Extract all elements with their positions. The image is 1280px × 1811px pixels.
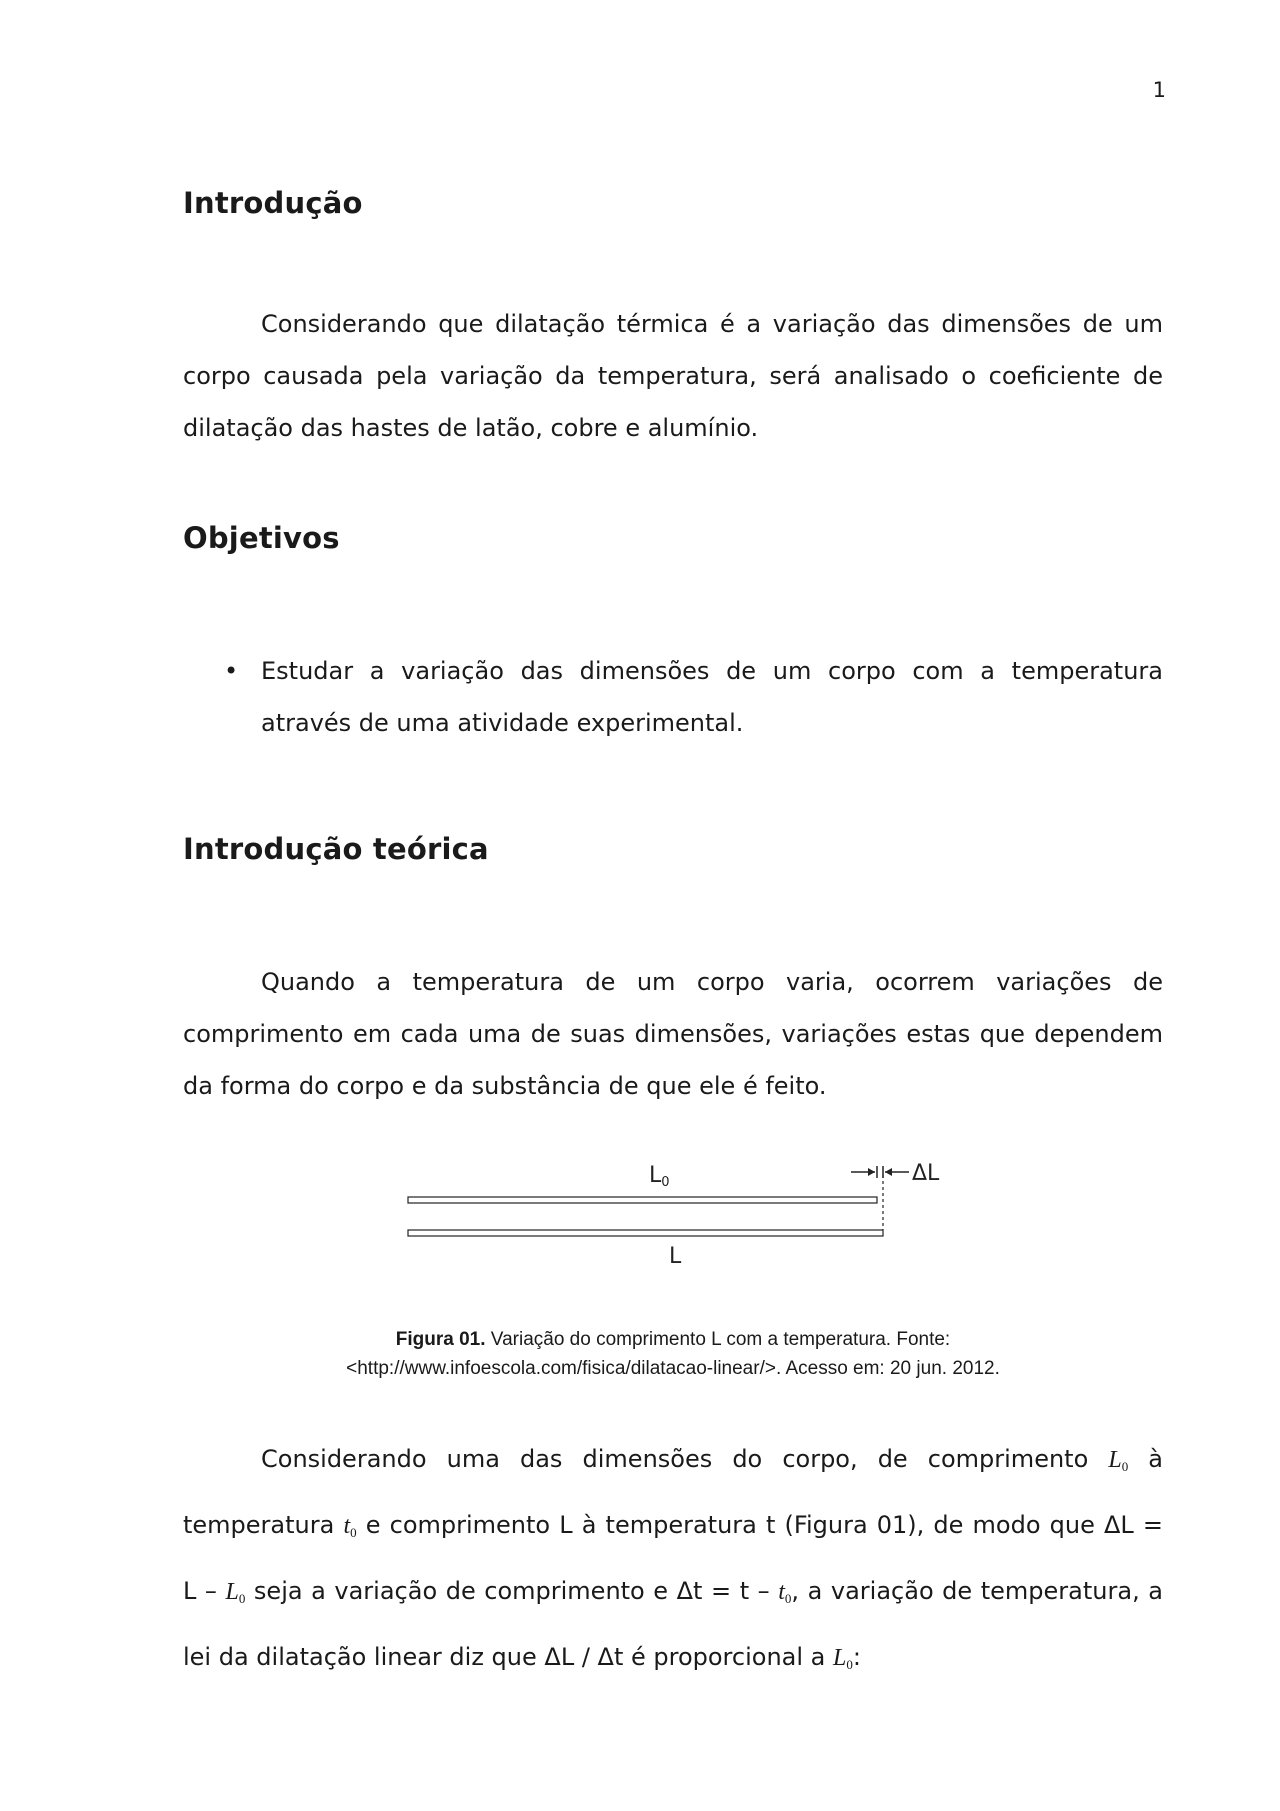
heading-introducao-teorica: Introdução teórica xyxy=(183,832,489,866)
figure-label-L0: L0 xyxy=(649,1163,670,1190)
math-t0: $t_0$ xyxy=(343,1513,357,1540)
list-item: • Estudar a variação das dimensões de um corpo com a temperatura através de uma atividade experimental. xyxy=(183,645,1163,749)
bullet-icon: • xyxy=(224,657,239,685)
math-t0: $t_0$ xyxy=(778,1579,792,1606)
theory-text: Quando a temperatura de um corpo varia, ocorrem variações de comprimento em cada uma de suas dimensões, variações estas que dependem da forma do corpo e da substância de que ele é feito. xyxy=(183,968,1163,1100)
heading-objetivos: Objetivos xyxy=(183,521,340,555)
figure-label-dL: ΔL xyxy=(912,1161,940,1186)
math-L0: $L_0$ xyxy=(1108,1447,1129,1474)
rod-initial xyxy=(408,1197,877,1203)
dilatation-figure xyxy=(400,1155,960,1275)
intro-text: Considerando que dilatação térmica é a variação das dimensões de um corpo causada pela variação da temperatura, será analisado o coeficiente de dilatação das hastes de latão, cobre e alumínio. xyxy=(183,310,1163,442)
page-number: 1 xyxy=(1152,78,1166,102)
figure-caption: Figura 01. Variação do comprimento L com a temperatura. Fonte: <http://www.infoescola.com/fisica/dilatacao-linear/>. Acesso em: 20 jun. 2012. xyxy=(346,1329,1000,1379)
caption-label: Figura 01. xyxy=(395,1329,486,1350)
final-paragraph: Considerando uma das dimensões do corpo, de comprimento $L_0$ à temperatura $t_0$ e comprimento L à temperatura t (Figura 01), de modo que $\Delta L = L - L_0$ seja a variação de comprimento e $\Delta t = t - t_0$, a variação de temperatura, a lei da dilatação linear diz que ΔL / Δt é proporcional a $L_0$: xyxy=(183,1445,1163,1672)
arrow-right-head-icon xyxy=(868,1168,875,1176)
math-L0: $L_0$ xyxy=(833,1645,853,1672)
intro-paragraph xyxy=(183,298,1163,454)
figure-label-L: L xyxy=(669,1244,682,1269)
heading-introducao: Introdução xyxy=(183,186,363,220)
caption-source: <http://www.infoescola.com/fisica/dilatacao-linear/>. Acesso em: 20 jun. 2012. xyxy=(346,1358,1000,1379)
theory-paragraph xyxy=(183,956,1163,1112)
rod-expanded xyxy=(408,1230,883,1236)
objectives-list xyxy=(183,645,1163,749)
math-L0: $L_0$ xyxy=(225,1579,246,1606)
